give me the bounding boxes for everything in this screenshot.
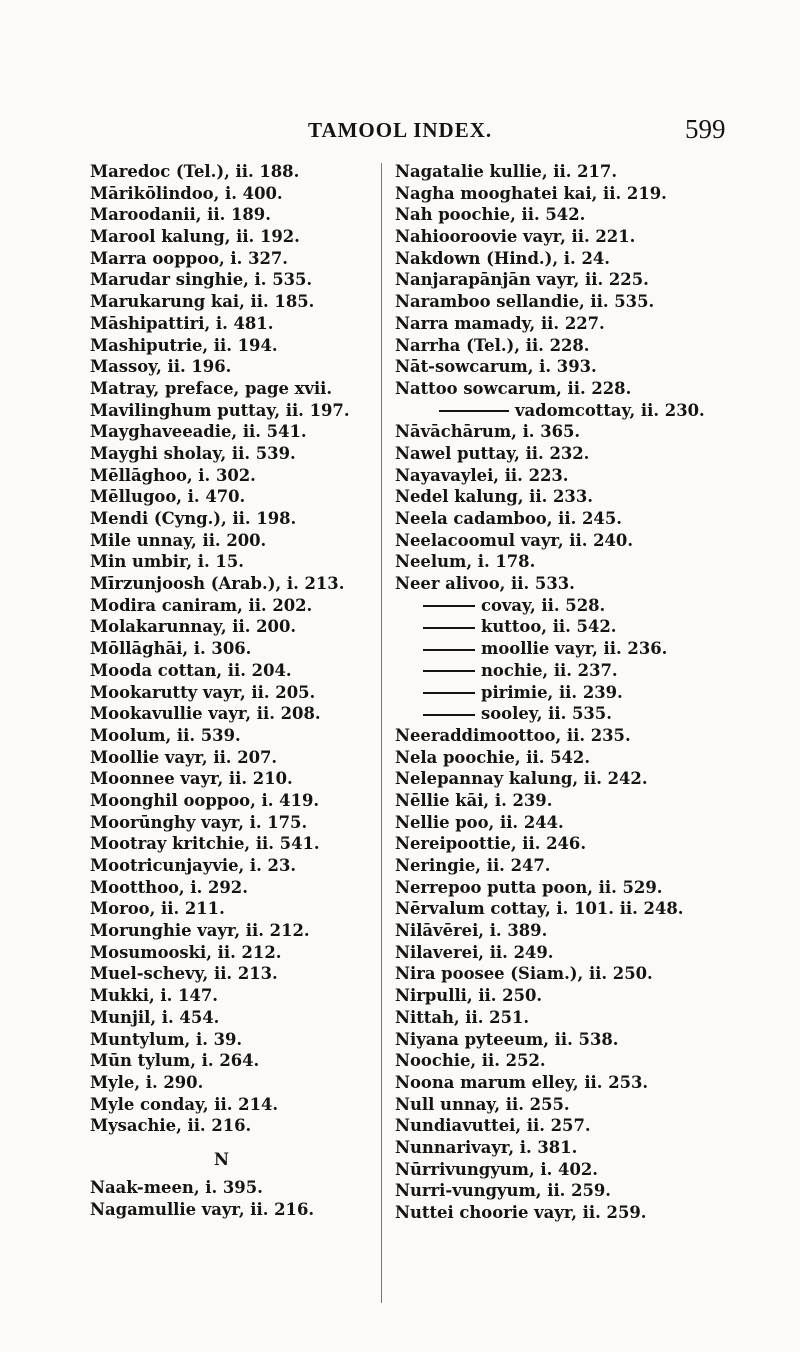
entry-text: Moonnee vayr, ii. 210. — [90, 769, 293, 789]
index-entry — [395, 812, 790, 834]
index-entry — [395, 551, 790, 573]
index-entry — [90, 183, 380, 205]
entry-text: Mayghaveeadie, ii. 541. — [90, 422, 307, 442]
page-number: 599 — [685, 114, 726, 144]
index-subentry — [395, 595, 790, 617]
index-entry — [395, 1029, 790, 1051]
index-entry — [395, 985, 790, 1007]
ditto-dash — [423, 670, 475, 672]
entry-text: Mooda cottan, ii. 204. — [90, 660, 292, 680]
index-entry — [90, 335, 380, 357]
index-entry — [395, 204, 790, 226]
index-entry — [90, 638, 380, 660]
entry-text: Myle conday, ii. 214. — [90, 1094, 279, 1114]
entry-text: Mārikōlindoo, i. 400. — [90, 183, 283, 203]
entry-text: Nahiooroovie vayr, ii. 221. — [395, 227, 636, 247]
entry-text: Narra mamady, ii. 227. — [395, 313, 605, 333]
entry-text: Massoy, ii. 196. — [90, 357, 232, 377]
entry-text: Nawel puttay, ii. 232. — [395, 443, 590, 463]
index-entry — [90, 920, 380, 942]
ditto-dash — [423, 605, 475, 607]
index-entry — [90, 486, 380, 508]
index-entry — [395, 378, 790, 400]
index-entry — [90, 963, 380, 985]
ditto-dash — [423, 714, 475, 716]
entry-text: Muntylum, i. 39. — [90, 1029, 243, 1049]
entry-text: Nilāvērei, i. 389. — [395, 921, 548, 941]
index-entry — [90, 161, 380, 183]
entry-text: covay, ii. 528. — [481, 595, 606, 615]
index-entry — [90, 226, 380, 248]
index-entry — [395, 486, 790, 508]
index-entry — [395, 942, 790, 964]
index-entry — [395, 1094, 790, 1116]
entry-text: Modira caniram, ii. 202. — [90, 595, 313, 615]
index-entry — [90, 1115, 380, 1137]
entry-text: Neelum, i. 178. — [395, 552, 536, 572]
index-entry — [395, 1202, 790, 1224]
index-entry — [90, 616, 380, 638]
index-entry — [395, 183, 790, 205]
index-entry — [90, 703, 380, 725]
index-entry — [90, 877, 380, 899]
entry-text: Nundiavuttei, ii. 257. — [395, 1116, 591, 1136]
index-entry — [395, 269, 790, 291]
entry-text: Nunnarivayr, i. 381. — [395, 1137, 578, 1157]
entry-text: Mēllāghoo, i. 302. — [90, 465, 256, 485]
entry-text: Mōllāghāi, i. 306. — [90, 639, 252, 659]
index-entry — [90, 378, 380, 400]
index-entry — [90, 1177, 380, 1199]
entry-text: Mysachie, ii. 216. — [90, 1116, 252, 1136]
index-entry — [90, 1199, 380, 1221]
ditto-dash — [423, 649, 475, 651]
entry-text: Nilaverei, ii. 249. — [395, 942, 554, 962]
index-subentry — [395, 616, 790, 638]
entry-text: Nira poosee (Siam.), ii. 250. — [395, 964, 653, 984]
index-entry — [395, 855, 790, 877]
entry-text: Neer alivoo, ii. 533. — [395, 574, 575, 594]
entry-text: Marra ooppoo, i. 327. — [90, 248, 288, 268]
entry-text: Munjil, i. 454. — [90, 1007, 220, 1027]
entry-text: Moollie vayr, ii. 207. — [90, 747, 278, 767]
entry-text: Myle, i. 290. — [90, 1072, 204, 1092]
entry-text: Mashiputrie, ii. 194. — [90, 335, 278, 355]
entry-text: Nāt-sowcarum, i. 393. — [395, 357, 597, 377]
entry-text: Mūn tylum, i. 264. — [90, 1051, 260, 1071]
entry-text: Mookavullie vayr, ii. 208. — [90, 704, 321, 724]
entry-text: Nelepannay kalung, ii. 242. — [395, 769, 648, 789]
index-entry — [395, 161, 790, 183]
entry-text: Neringie, ii. 247. — [395, 856, 551, 875]
entry-text: Mayghi sholay, ii. 539. — [90, 443, 296, 463]
entry-text: Maredoc (Tel.), ii. 188. — [90, 162, 300, 181]
index-entry — [90, 660, 380, 682]
entry-text: Neela cadamboo, ii. 245. — [395, 509, 622, 528]
entry-text: Mootthoo, i. 292. — [90, 877, 248, 897]
entry-text: Min umbir, i. 15. — [90, 552, 244, 572]
entry-text: Nagamullie vayr, ii. 216. — [90, 1199, 315, 1219]
entry-text: nochie, ii. 237. — [481, 660, 618, 680]
index-entry — [90, 421, 380, 443]
ditto-dash — [423, 692, 475, 694]
entry-text: Nayavaylei, ii. 223. — [395, 465, 569, 485]
index-subentry — [395, 660, 790, 682]
index-entry — [395, 443, 790, 465]
entry-text: Neelacoomul vayr, ii. 240. — [395, 530, 634, 550]
index-entry — [90, 443, 380, 465]
index-entry — [90, 790, 380, 812]
entry-text: Niyana pyteeum, ii. 538. — [395, 1029, 619, 1049]
index-entry — [90, 1007, 380, 1029]
entry-text: Moroo, ii. 211. — [90, 899, 225, 919]
entry-text: Marukarung kai, ii. 185. — [90, 292, 315, 312]
entry-text: Māshipattiri, i. 481. — [90, 313, 274, 333]
entry-text: Nirpulli, ii. 250. — [395, 986, 543, 1006]
entry-text: pirimie, ii. 239. — [481, 682, 623, 702]
index-entry — [395, 920, 790, 942]
index-entry — [395, 877, 790, 899]
entry-text: Narrha (Tel.), ii. 228. — [395, 335, 590, 355]
left-column — [90, 161, 380, 1220]
ditto-dash — [423, 627, 475, 629]
entry-text: Marool kalung, ii. 192. — [90, 227, 300, 247]
entry-text: Mēllugoo, i. 470. — [90, 487, 246, 507]
entry-text: Null unnay, ii. 255. — [395, 1094, 570, 1114]
index-entry — [90, 682, 380, 704]
entry-text: Nāvāchārum, i. 365. — [395, 422, 581, 442]
index-entry — [90, 1029, 380, 1051]
entry-text: Nūrrivungyum, i. 402. — [395, 1159, 598, 1179]
index-entry — [90, 595, 380, 617]
entry-text: Mookarutty vayr, ii. 205. — [90, 682, 316, 702]
index-entry — [90, 942, 380, 964]
index-entry — [395, 768, 790, 790]
page-header — [0, 100, 800, 144]
entry-text: Nuttei choorie vayr, ii. 259. — [395, 1203, 647, 1222]
entry-text: Nereipoottie, ii. 246. — [395, 834, 587, 854]
index-entry — [395, 1115, 790, 1137]
index-entry — [90, 356, 380, 378]
index-entry — [90, 725, 380, 747]
entry-text: vadomcottay, ii. 230. — [515, 400, 705, 420]
index-entry — [90, 269, 380, 291]
entry-text: Naak-meen, i. 395. — [90, 1177, 263, 1197]
index-entry — [90, 855, 380, 877]
entry-text: Nela poochie, ii. 542. — [395, 747, 591, 767]
index-entry — [395, 790, 790, 812]
index-entry — [395, 747, 790, 769]
section-letter: N — [214, 1149, 229, 1169]
index-entry — [395, 248, 790, 270]
entry-text: Moonghil ooppoo, i. 419. — [90, 790, 320, 810]
entry-text: kuttoo, ii. 542. — [481, 617, 617, 637]
entry-text: Nagatalie kullie, ii. 217. — [395, 162, 618, 181]
index-entry — [90, 248, 380, 270]
entry-text: Mootray kritchie, ii. 541. — [90, 834, 320, 854]
index-entry — [395, 291, 790, 313]
entry-text: Nakdown (Hind.), i. 24. — [395, 248, 610, 268]
entry-text: Mīrzunjoosh (Arab.), i. 213. — [90, 574, 345, 594]
index-entry — [395, 1050, 790, 1072]
index-entry — [90, 291, 380, 313]
entry-text: Neeraddimoottoo, ii. 235. — [395, 725, 631, 745]
index-entry — [395, 963, 790, 985]
entry-text: Nedel kalung, ii. 233. — [395, 487, 593, 507]
index-subentry — [395, 682, 790, 704]
index-entry — [90, 551, 380, 573]
index-entry — [395, 226, 790, 248]
index-entry — [90, 1072, 380, 1094]
ditto-dash — [439, 410, 509, 412]
entry-text: Nēllie kāi, i. 239. — [395, 790, 553, 810]
index-subentry — [395, 400, 790, 422]
index-entry — [90, 530, 380, 552]
index-entry — [90, 573, 380, 595]
index-entry — [395, 898, 790, 920]
entry-text: Nērvalum cottay, i. 101. ii. 248. — [395, 899, 684, 919]
entry-text: Morunghie vayr, ii. 212. — [90, 921, 310, 941]
entry-text: Noochie, ii. 252. — [395, 1051, 546, 1071]
index-entry — [90, 313, 380, 335]
entry-text: Moorūnghy vayr, i. 175. — [90, 812, 308, 832]
index-entry — [395, 1159, 790, 1181]
entry-text: Noona marum elley, ii. 253. — [395, 1072, 649, 1092]
entry-text: sooley, ii. 535. — [481, 704, 612, 724]
index-subentry — [395, 638, 790, 660]
entry-text: Mukki, i. 147. — [90, 986, 218, 1006]
index-entry — [395, 530, 790, 552]
index-entry — [90, 812, 380, 834]
index-entry — [90, 465, 380, 487]
index-entry — [395, 421, 790, 443]
index-entry — [395, 335, 790, 357]
index-entry — [90, 833, 380, 855]
index-entry — [90, 204, 380, 226]
index-entry — [395, 465, 790, 487]
index-entry — [395, 573, 790, 595]
index-entry — [395, 1137, 790, 1159]
index-entry — [90, 1050, 380, 1072]
entry-text: Molakarunnay, ii. 200. — [90, 617, 297, 637]
entry-text: Moolum, ii. 539. — [90, 725, 241, 745]
index-entry — [90, 1094, 380, 1116]
index-entry — [90, 985, 380, 1007]
entry-text: Mootricunjayvie, i. 23. — [90, 856, 297, 875]
column-divider — [381, 163, 382, 1303]
index-entry — [395, 356, 790, 378]
index-subentry — [395, 703, 790, 725]
entry-text: Nattoo sowcarum, ii. 228. — [395, 378, 632, 398]
index-entry — [395, 1072, 790, 1094]
index-entry — [395, 833, 790, 855]
index-entry — [90, 898, 380, 920]
entry-text: Mavilinghum puttay, ii. 197. — [90, 400, 350, 420]
index-entry — [395, 508, 790, 530]
entry-text: Naramboo sellandie, ii. 535. — [395, 292, 655, 312]
right-column — [395, 161, 790, 1224]
entry-text: Nellie poo, ii. 244. — [395, 812, 564, 832]
entry-text: Nittah, ii. 251. — [395, 1007, 530, 1027]
entry-text: Nerrepoo putta poon, ii. 529. — [395, 877, 663, 897]
entry-text: Matray, preface, page xvii. — [90, 378, 333, 398]
entry-text: Nurri-vungyum, ii. 259. — [395, 1181, 611, 1201]
index-entry — [395, 1007, 790, 1029]
index-entry — [90, 768, 380, 790]
entry-text: Marudar singhie, i. 535. — [90, 270, 313, 290]
entry-text: moollie vayr, ii. 236. — [481, 639, 668, 659]
entry-text: Nah poochie, ii. 542. — [395, 205, 586, 225]
index-entry — [395, 313, 790, 335]
entry-text: Nanjarapānjān vayr, ii. 225. — [395, 270, 649, 290]
entry-text: Maroodanii, ii. 189. — [90, 205, 271, 225]
entry-text: Muel-schevy, ii. 213. — [90, 964, 278, 984]
entry-text: Nagha mooghatei kai, ii. 219. — [395, 183, 667, 203]
page-title: TAMOOL INDEX. — [308, 118, 493, 142]
index-entry — [90, 400, 380, 422]
entry-text: Mendi (Cyng.), ii. 198. — [90, 509, 297, 528]
entry-text: Mile unnay, ii. 200. — [90, 530, 267, 550]
index-entry — [90, 508, 380, 530]
index-entry — [90, 747, 380, 769]
index-entry — [395, 725, 790, 747]
entry-text: Mosumooski, ii. 212. — [90, 942, 282, 962]
index-entry — [395, 1180, 790, 1202]
